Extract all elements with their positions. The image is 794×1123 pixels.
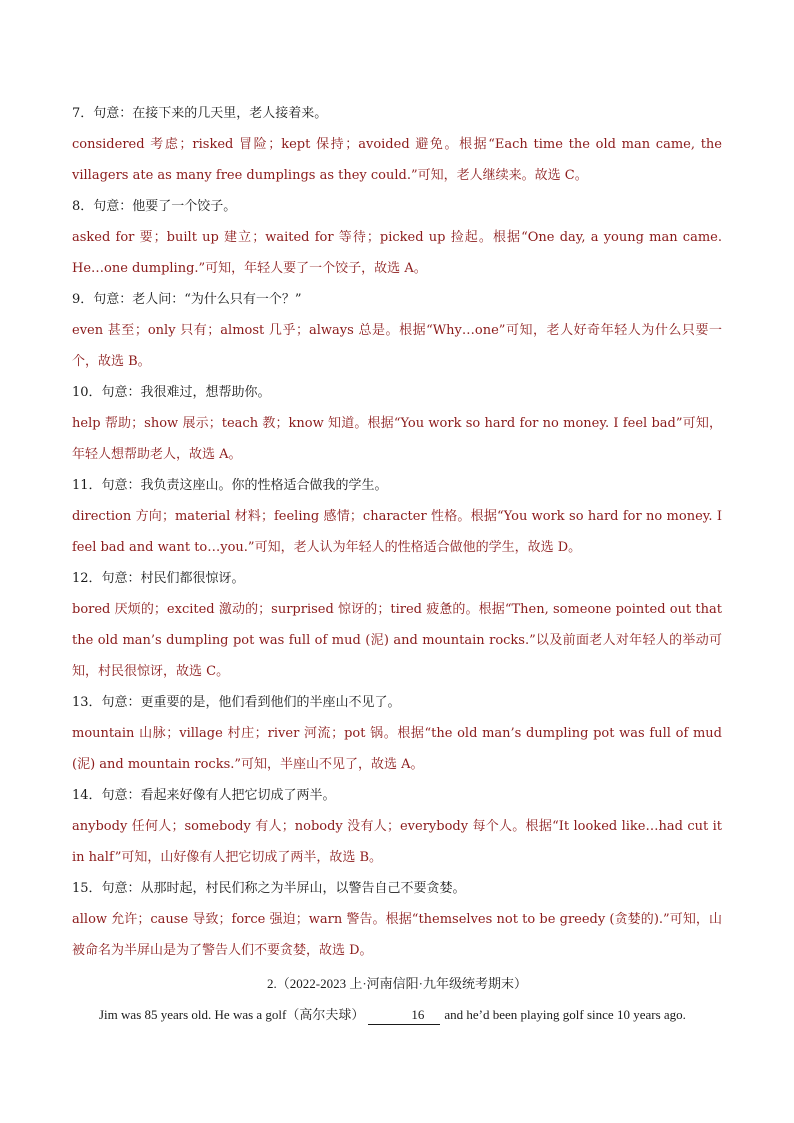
answer-explanation: anybody 任何人；somebody 有人；nobody 没有人；everybody 每个人。根据“It looked like…had cut it in half”可知，山好像有人把它切成了两半，故选 B。 <box>72 819 722 865</box>
answer-explanation: help 帮助；show 展示；teach 教；know 知道。根据“You work so hard for no money. I feel bad”可知，年轻人想帮助老人，故选 A。 <box>72 416 722 462</box>
answer-explanation: mountain 山脉；village 村庄；river 河流；pot 锅。根据“the old man’s dumpling pot was full of mud (泥) and mountain rocks.”可知，半座山不见了，故选 A。 <box>72 726 722 772</box>
question-heading: 8．句意：他要了一个饺子。 <box>72 199 237 214</box>
answer-explanation: bored 厌烦的；excited 激动的；surprised 惊讶的；tired 疲惫的。根据“Then, someone pointed out that the old man’s dumpling pot was full of mud (泥) and mountain rocks.”以及前面老人对年轻人的举动可知，村民很惊讶，故选 C。 <box>72 602 722 679</box>
question-heading: 13．句意：更重要的是，他们看到他们的半座山不见了。 <box>72 695 401 710</box>
question-heading: 12．句意：村民们都很惊讶。 <box>72 571 245 586</box>
question-heading: 7．句意：在接下来的几天里，老人接着来。 <box>72 106 328 121</box>
question-heading: 9．句意：老人问：“为什么只有一个？” <box>72 292 302 307</box>
passage-text-after: and he’d been playing golf since 10 years ago. <box>444 1007 686 1022</box>
answer-explanation: considered 考虑；risked 冒险；kept 保持；avoided 避免。根据“Each time the old man came, the villagers ate as many free dumplings as they could.”可知，老人继续来。故选 C。 <box>72 137 722 183</box>
answer-explanation: allow 允许；cause 导致；force 强迫；warn 警告。根据“themselves not to be greedy (贪婪的).”可知，山被命名为半屏山是为了警告人们不要贪婪，故选 D。 <box>72 912 722 958</box>
answer-explanations <box>72 98 722 1030</box>
section-title: 2.（2022-2023 上·河南信阳·九年级统考期末） <box>267 976 527 991</box>
answer-explanation: asked for 要；built up 建立；waited for 等待；picked up 捡起。根据“One day, a young man came. He…one dumpling.”可知，年轻人要了一个饺子，故选 A。 <box>72 230 722 276</box>
passage-text-before: Jim was 85 years old. He was a golf（高尔夫球） <box>99 1007 365 1022</box>
passage-line <box>72 999 722 1030</box>
blank-16: 16 <box>368 1006 440 1025</box>
question-heading: 14．句意：看起来好像有人把它切成了两半。 <box>72 788 336 803</box>
question-heading: 11．句意：我负责这座山。你的性格适合做我的学生。 <box>72 478 388 493</box>
question-heading: 15．句意：从那时起，村民们称之为半屏山，以警告自己不要贪婪。 <box>72 881 466 896</box>
question-heading: 10．句意：我很难过，想帮助你。 <box>72 385 271 400</box>
answer-explanation: direction 方向；material 材料；feeling 感情；character 性格。根据“You work so hard for no money. I feel bad and want to…you.”可知，老人认为年轻人的性格适合做他的学生，故选 D。 <box>72 509 722 555</box>
answer-explanation: even 甚至；only 只有；almost 几乎；always 总是。根据“Why…one”可知，老人好奇年轻人为什么只要一个，故选 B。 <box>72 323 722 369</box>
